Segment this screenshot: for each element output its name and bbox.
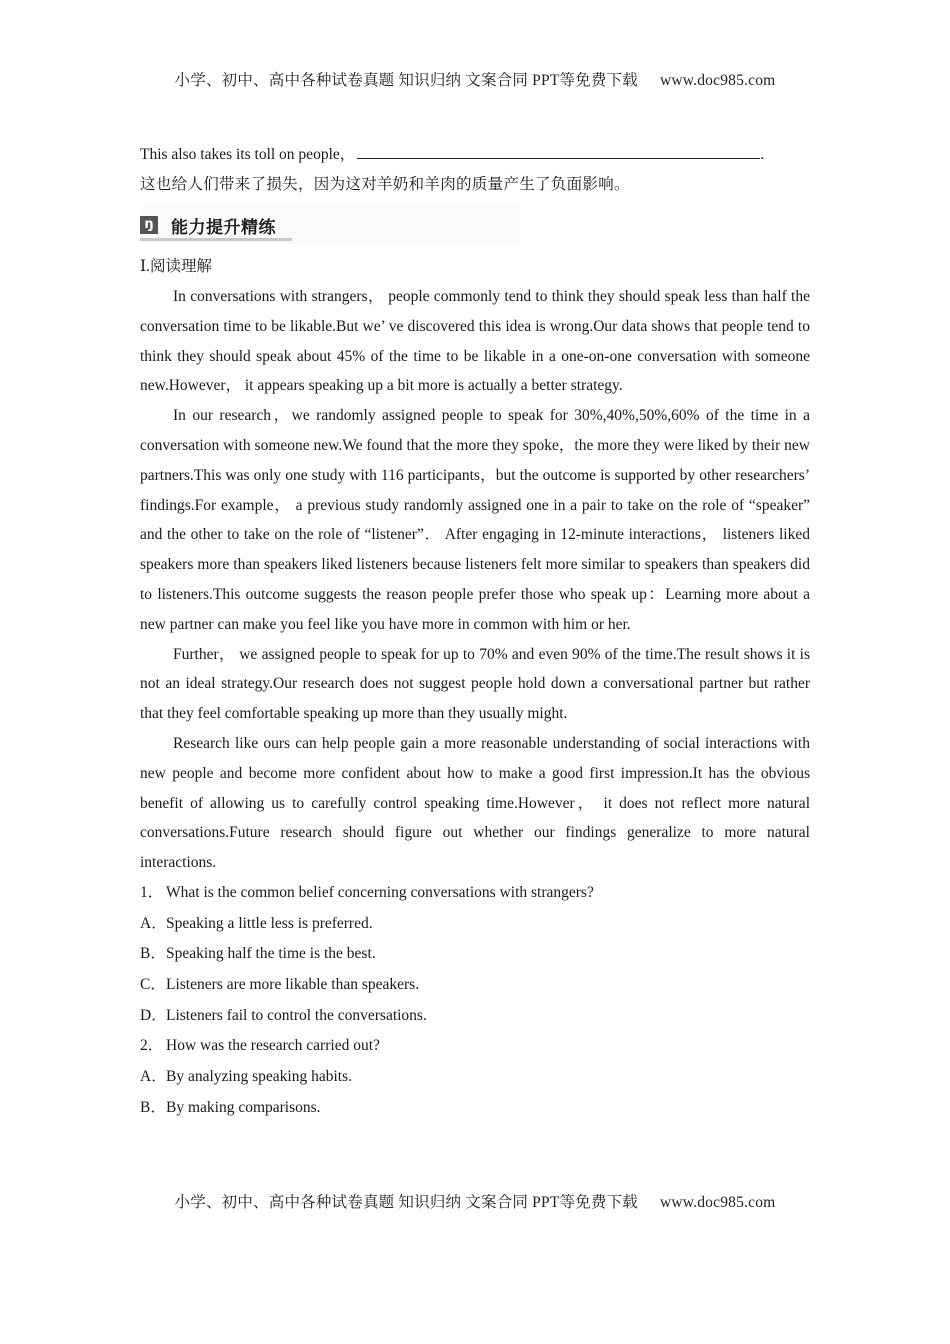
passage-paragraph: Research like ours can help people gain a more reasonable understanding of social interactions with new people and become more confident about how to make a good first impression.It has the obvious benefit of allowing us to carefully control speaking time.However， it does not reflect more natural conversations.Future research should figure out whether our findings generalize to more natural interactions. xyxy=(140,734,810,872)
option-text: Speaking half the time is the best. xyxy=(166,945,376,963)
section-number-icon: ŋ xyxy=(140,216,158,234)
section-title-bar xyxy=(140,212,292,241)
header-text: 小学、初中、高中各种试卷真题 知识归纳 文案合同 PPT等免费下载 xyxy=(174,72,638,89)
option-label: B． xyxy=(140,945,166,963)
option-label: B． xyxy=(140,1098,166,1116)
option-label: C． xyxy=(140,976,166,994)
option-b[interactable] xyxy=(140,1093,810,1124)
question-1 xyxy=(140,878,810,1032)
document-content xyxy=(140,140,810,1124)
page-footer xyxy=(0,1190,950,1212)
footer-site-link[interactable]: www.doc985.com xyxy=(659,1194,776,1211)
header-site-link[interactable]: www.doc985.com xyxy=(659,72,776,89)
option-label: D． xyxy=(140,1006,167,1024)
section-header xyxy=(140,206,520,244)
question-text: How was the research carried out? xyxy=(166,1037,380,1055)
chinese-translation: 这也给人们带来了损失，因为这对羊奶和羊肉的质量产生了负面影响。 xyxy=(140,176,630,193)
question-stem xyxy=(140,878,810,909)
question-number: 1． xyxy=(140,883,164,901)
option-label: A． xyxy=(140,1068,167,1086)
option-d[interactable] xyxy=(140,1001,810,1032)
option-text: Speaking a little less is preferred. xyxy=(166,914,373,932)
question-2 xyxy=(140,1031,810,1123)
option-text: Listeners are more likable than speakers. xyxy=(166,976,420,994)
option-text: By making comparisons. xyxy=(166,1098,321,1116)
option-text: By analyzing speaking habits. xyxy=(166,1068,352,1086)
option-a[interactable] xyxy=(140,1062,810,1093)
option-label: A． xyxy=(140,914,167,932)
passage-paragraph: Further， we assigned people to speak for up to 70% and even 90% of the time.The result shows it is not an ideal strategy.Our research does not suggest people hold down a conversational partner but rather that they feel comfortable speaking up more than they usually might. xyxy=(140,645,810,723)
english-prompt: This also takes its toll on people， xyxy=(140,146,356,163)
fill-in-sentence xyxy=(140,140,810,170)
question-text: What is the common belief concerning conversations with strangers? xyxy=(166,883,594,901)
section-title: 能力提升精练 xyxy=(171,217,276,238)
sentence-end: . xyxy=(760,146,765,163)
option-text: Listeners fail to control the conversations. xyxy=(166,1006,427,1024)
passage-paragraph: In our research，we randomly assigned people to speak for 30%,40%,50%,60% of the time in a conversation with someone new.We found that the more they spoke，the more they were liked by their new partners.This was only one study with 116 participants，but the outcome is supported by other researchers’ findings.For example， a previous study randomly assigned one in a pair to take on the role of “speaker” and the other to take on the role of “listener”． After engaging in 12-minute interactions， listeners liked speakers more than speakers liked listeners because listeners felt more similar to speakers than speakers did to listeners.This outcome suggests the reason people prefer those who speak up：Learning more about a new partner can make you feel like you have more in common with him or her. xyxy=(140,407,810,633)
footer-text: 小学、初中、高中各种试卷真题 知识归纳 文案合同 PPT等免费下载 xyxy=(174,1194,638,1211)
answer-blank[interactable] xyxy=(357,142,760,159)
question-stem xyxy=(140,1031,810,1062)
question-number: 2． xyxy=(140,1037,164,1055)
option-c[interactable] xyxy=(140,970,810,1001)
option-b[interactable] xyxy=(140,939,810,970)
option-a[interactable] xyxy=(140,909,810,940)
passage-paragraph: In conversations with strangers， people commonly tend to think they should speak less than half the conversation time to be likable.But we’ ve discovered this idea is wrong.Our data shows that people tend to think they should speak about 45% of the time to be likable in a one-on-one conversation with someone new.However， it appears speaking up a bit more is actually a better strategy. xyxy=(140,288,810,395)
page-header xyxy=(0,68,950,90)
subsection-title: Ⅰ.阅读理解 xyxy=(140,258,212,275)
reading-passage xyxy=(140,282,810,878)
